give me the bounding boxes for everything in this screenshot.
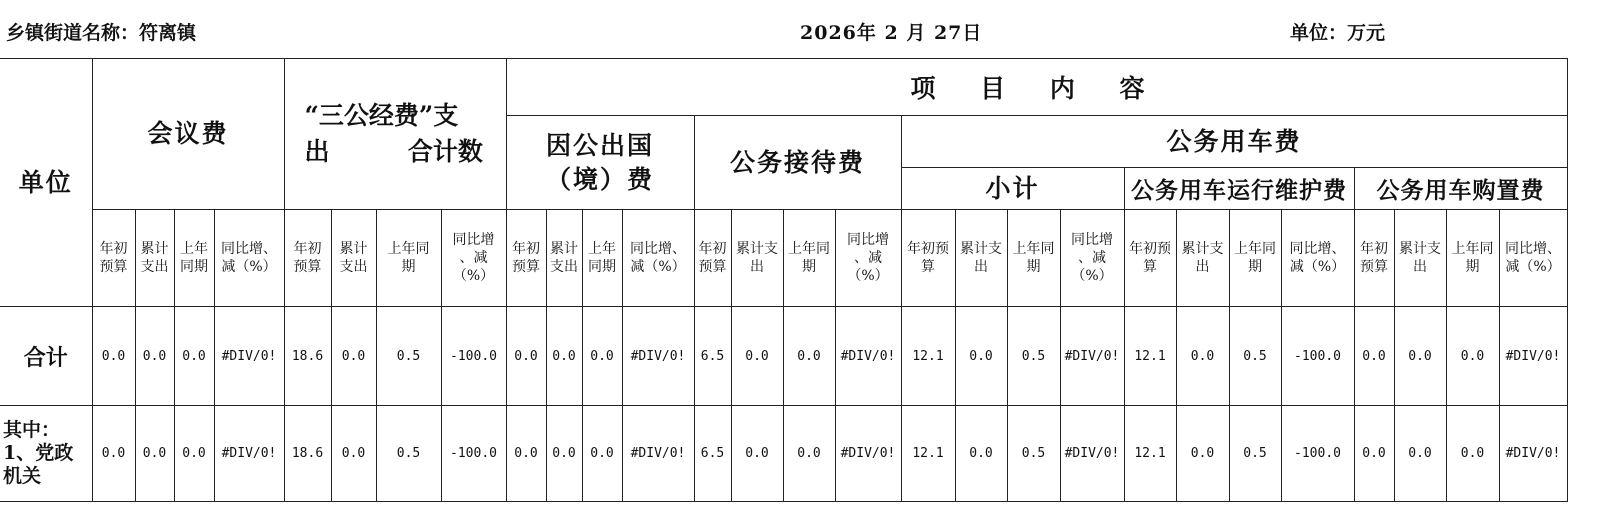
table-cell: 12.1 [1124,406,1176,502]
project-content-header: 项 目 内 容 [506,59,1567,116]
subheader-cell: 累计 支出 [331,210,376,307]
expense-table [0,58,1568,502]
table-cell: 0.0 [582,307,622,406]
table-cell: 6.5 [694,406,731,502]
table-cell: 0.0 [1176,307,1229,406]
subheader-cell: 同比增 、减 （%） [1060,210,1124,307]
reception-fee-header: 公务接待费 [694,116,901,210]
subheader-cell: 累计 支出 [135,210,174,307]
abroad-line1: 因公出国 [545,130,654,160]
abroad-line2: （境）费 [545,164,654,194]
sangong-total-header [284,59,506,210]
subheader-cell: 同比增、 减（%） [1499,210,1567,307]
table-row [0,307,1567,406]
subheader-cell: 年初 预算 [92,210,135,307]
table-cell: #DIV/0! [622,406,694,502]
subheader-cell: 上年同 期 [1007,210,1060,307]
subheader-cell: 年初 预算 [284,210,331,307]
subheader-cell: 年初 预算 [506,210,546,307]
table-cell: 12.1 [901,307,955,406]
table-cell: 0.0 [731,307,783,406]
table-cell: 0.0 [174,406,214,502]
subheader-cell: 上年 同期 [582,210,622,307]
table-cell: 0.0 [135,307,174,406]
table-cell: 0.0 [783,307,835,406]
subheader-cell: 累计支 出 [1176,210,1229,307]
table-cell: 0.0 [1354,406,1394,502]
table-cell: 18.6 [284,406,331,502]
subheader-cell: 同比增 、减 （%） [835,210,901,307]
table-cell: #DIV/0! [1060,406,1124,502]
table-cell: 0.5 [1007,307,1060,406]
subheader-cell: 同比增、 减（%） [214,210,284,307]
table-cell: #DIV/0! [214,406,284,502]
table-cell: 0.0 [1446,307,1499,406]
subheader-row [0,210,1567,307]
table-cell: 0.0 [546,307,582,406]
subheader-cell: 累计支 出 [1394,210,1446,307]
subheader-cell: 上年同 期 [783,210,835,307]
table-cell: 0.0 [174,307,214,406]
subheader-cell: 同比增、 减（%） [1281,210,1354,307]
table-cell: 0.0 [546,406,582,502]
car-maintenance-header: 公务用车运行维护费 [1124,168,1354,210]
table-cell: 0.5 [376,406,441,502]
table-cell: 0.5 [1229,406,1281,502]
table-cell: 0.0 [135,406,174,502]
subheader-cell: 同比增 、减 （%） [441,210,506,307]
subheader-cell: 累计 支出 [546,210,582,307]
unit-label: 单位：万元 [1290,22,1386,44]
subheader-cell: 上年同 期 [1446,210,1499,307]
table-cell: 0.0 [331,406,376,502]
table-cell: #DIV/0! [1499,307,1567,406]
subheader-cell: 上年同 期 [376,210,441,307]
report-date: 2026年 2 月 27日 [800,22,983,44]
table-cell: 0.0 [1446,406,1499,502]
table-cell: 0.5 [376,307,441,406]
table-cell: 0.0 [1394,406,1446,502]
row-label: 其中： 1、党政 机关 [0,406,92,502]
table-cell: #DIV/0! [214,307,284,406]
subheader-cell: 年初 预算 [694,210,731,307]
row-label: 合计 [0,307,92,406]
table-cell: 12.1 [901,406,955,502]
table-cell: 0.0 [1394,307,1446,406]
table-cell: 0.0 [955,307,1007,406]
subheader-cell: 上年 同期 [174,210,214,307]
unit-column-header: 单位 [0,59,92,307]
table-cell: -100.0 [441,406,506,502]
table-cell: 6.5 [694,307,731,406]
township-label: 乡镇街道名称：符离镇 [6,22,197,44]
subheader-cell: 同比增、 减（%） [622,210,694,307]
car-purchase-header: 公务用车购置费 [1354,168,1567,210]
abroad-fee-header [506,116,694,210]
table-cell: #DIV/0! [835,307,901,406]
table-cell: 0.5 [1229,307,1281,406]
subheader-cell: 累计支 出 [731,210,783,307]
table-cell: #DIV/0! [1499,406,1567,502]
table-cell: 0.0 [582,406,622,502]
table-cell: 0.0 [1176,406,1229,502]
table-cell: 0.5 [1007,406,1060,502]
table-cell: 0.0 [783,406,835,502]
subheader-cell: 累计支 出 [955,210,1007,307]
subheader-cell: 年初预 算 [901,210,955,307]
sangong-line1: “三公经费”支 [304,101,459,130]
table-cell: 0.0 [92,307,135,406]
subheader-cell: 年初 预算 [1354,210,1394,307]
table-cell: 0.0 [92,406,135,502]
car-subtotal-header: 小计 [901,168,1124,210]
subheader-cell: 上年同 期 [1229,210,1281,307]
table-cell: 0.0 [506,406,546,502]
table-cell: #DIV/0! [1060,307,1124,406]
table-row [0,406,1567,502]
subheader-cell: 年初预 算 [1124,210,1176,307]
table-cell: 0.0 [506,307,546,406]
report-header [0,0,1622,58]
table-cell: 0.0 [731,406,783,502]
table-cell: -100.0 [441,307,506,406]
table-cell: 0.0 [955,406,1007,502]
table-cell: 12.1 [1124,307,1176,406]
table-cell: 0.0 [331,307,376,406]
official-car-header: 公务用车费 [901,116,1567,168]
sangong-line2: 出 合计数 [304,137,483,166]
meeting-fee-header: 会议费 [92,59,284,210]
table-cell: -100.0 [1281,406,1354,502]
table-cell: #DIV/0! [835,406,901,502]
table-cell: #DIV/0! [622,307,694,406]
table-cell: -100.0 [1281,307,1354,406]
table-cell: 18.6 [284,307,331,406]
table-cell: 0.0 [1354,307,1394,406]
